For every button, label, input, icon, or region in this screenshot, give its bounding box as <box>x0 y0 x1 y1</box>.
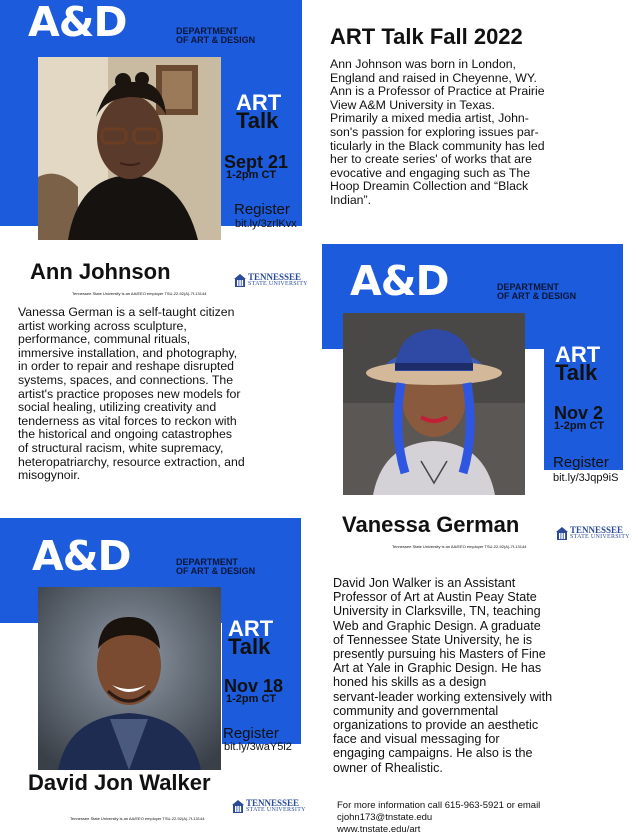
bio-line: England and raised in Cheyenne, WY. <box>330 70 537 85</box>
department-label <box>497 283 627 301</box>
portrait-image <box>38 587 221 770</box>
bio-line: social healing, utilizing creativity and <box>18 400 217 415</box>
bio-line: Professor of Art at Austin Peay State <box>333 590 537 605</box>
university-wordmark <box>248 274 308 288</box>
register-link[interactable]: bit.ly/3zrlKvx <box>235 218 297 230</box>
art-talk-label-2: Talk <box>555 360 598 385</box>
university-seal-icon <box>556 527 568 541</box>
portrait-image <box>343 313 525 495</box>
university-name: TENNESSEE <box>248 272 302 282</box>
bio-line: Hoop Dreamin Collection and “Black <box>330 179 529 194</box>
event-time: 1-2pm CT <box>554 420 605 432</box>
bio-line: performance, communal rituals, <box>18 332 191 347</box>
bio-line: systems, spaces, and connections. The <box>18 372 234 387</box>
art-talk-label-2: Talk <box>236 108 279 133</box>
speaker-name: Vanessa German <box>342 512 520 537</box>
art-talk-label: ART <box>236 90 282 115</box>
university-logo <box>234 274 308 288</box>
bio-line: Vanessa German is a self-taught citizen <box>18 305 235 319</box>
bio-david-jon-walker <box>333 576 633 775</box>
speaker-name: David Jon Walker <box>28 770 211 795</box>
bio-line: heteropatriarchy, resource extraction, and <box>18 454 245 469</box>
bio-line: misogynoir. <box>18 468 81 483</box>
bio-line: Web and Graphic Design. A graduate <box>333 618 541 633</box>
bio-line: presently pursuing his Masters of Fine <box>333 647 546 662</box>
bio-line: View A&M University in Texas. <box>330 97 495 112</box>
bio-line: Art at Yale in Graphic Design. He has <box>333 661 542 676</box>
speaker-name: Ann Johnson <box>30 259 171 284</box>
contact-footer <box>337 800 638 836</box>
dept-line-2: OF ART & DESIGN <box>176 35 256 45</box>
eeo-fine-print: Tennessee State University is an AA/EEO employer TSU-22-92(A)-7f-13144 <box>70 816 205 821</box>
register-label: Register <box>234 201 290 218</box>
page-title: ART Talk Fall 2022 <box>330 24 523 49</box>
bio-line: Indian”. <box>330 192 372 207</box>
brand-logo: A&D <box>350 257 449 305</box>
register-label: Register <box>553 454 609 471</box>
dept-line-1: DEPARTMENT <box>176 26 238 36</box>
bio-line: of structural racism, white supremacy, <box>18 440 224 455</box>
eeo-fine-print: Tennessee State University is an AA/EEO employer TSU-22-92(A)-7f-13144 <box>392 544 527 549</box>
register-link[interactable]: bit.ly/3waY5i2 <box>224 741 292 753</box>
bio-line: servant-leader working extensively with <box>333 689 553 704</box>
dept-line-2: OF ART & DESIGN <box>176 566 256 576</box>
dept-line-1: DEPARTMENT <box>176 557 238 567</box>
bio-line: community and governmental <box>333 703 499 718</box>
register-link[interactable]: bit.ly/3Jqp9iS <box>553 472 619 484</box>
bio-line: son's passion for exploring issues par- <box>330 124 539 139</box>
art-talk-label: ART <box>228 616 274 641</box>
bio-line: honed his skills as a design <box>333 675 487 690</box>
brand-logo: A&D <box>32 532 131 580</box>
university-name: TENNESSEE <box>246 798 300 808</box>
bio-line: University in Clarksville, TN, teaching <box>333 604 541 619</box>
university-name: TENNESSEE <box>570 525 624 535</box>
bio-line: David Jon Walker is an Assistant <box>333 576 516 590</box>
dept-line-2: OF ART & DESIGN <box>497 291 577 301</box>
bio-line: ticularly in the Black community has led <box>330 138 545 153</box>
art-talk-label: ART <box>555 342 601 367</box>
university-wordmark <box>246 800 306 814</box>
university-sub: STATE UNIVERSITY <box>248 281 308 287</box>
portrait-image <box>38 57 221 240</box>
brand-logo: A&D <box>28 0 127 46</box>
speaker-photo <box>343 313 525 495</box>
event-card-david-jon-walker <box>0 518 310 825</box>
dept-line-1: DEPARTMENT <box>497 282 559 292</box>
university-logo <box>232 800 306 814</box>
university-logo <box>556 527 630 541</box>
bio-line: Primarily a mixed media artist, John- <box>330 111 529 126</box>
website-link[interactable]: www.tnstate.edu/art <box>337 824 421 835</box>
bio-line: of Tennessee State University, he is <box>333 632 533 647</box>
contact-info[interactable]: For more information call 615-963-5921 or email cjohn173@tnstate.edu <box>337 800 541 823</box>
event-date: Nov 18 <box>224 676 284 696</box>
bio-line: artist's practice proposes new models for <box>18 386 241 401</box>
bio-line: her to create series' of works that are <box>330 152 532 167</box>
bio-line: immersive installation, and photography, <box>18 345 238 360</box>
university-seal-icon <box>234 274 246 288</box>
art-talk-label-2: Talk <box>228 634 271 659</box>
bio-line: organizations to provide an aesthetic <box>333 718 539 733</box>
bio-line: Ann is a Professor of Practice at Prairie <box>330 84 545 99</box>
bio-line: owner of Rhealistic. <box>333 760 443 775</box>
bio-line: evocative and engaging such as The <box>330 165 531 180</box>
eeo-fine-print: Tennessee State University is an AA/EEO employer TSU-22-92(A)-7f-13144 <box>72 291 207 296</box>
university-sub: STATE UNIVERSITY <box>246 807 306 813</box>
event-time: 1-2pm CT <box>226 169 277 181</box>
bio-line: engaging campaigns. He also is the <box>333 746 533 761</box>
bio-line: the historical and ongoing catastrophes <box>18 427 232 442</box>
bio-line: artist working across sculpture, <box>18 318 187 333</box>
bio-ann-johnson <box>330 58 630 208</box>
speaker-photo <box>38 587 221 770</box>
department-label <box>176 558 306 576</box>
university-wordmark <box>570 527 630 541</box>
department-label <box>176 27 306 45</box>
event-card-vanessa-german <box>322 244 638 550</box>
register-label: Register <box>223 725 279 742</box>
event-date: Sept 21 <box>224 152 289 172</box>
bio-line: tenderness as vital forces to reckon with <box>18 413 237 428</box>
bio-line: in order to repair and reshape disrupted <box>18 359 235 374</box>
event-time: 1-2pm CT <box>226 693 277 705</box>
university-seal-icon <box>232 800 244 814</box>
bio-line: face and visual messaging for <box>333 732 500 747</box>
event-date: Nov 2 <box>554 403 604 423</box>
bio-line: Ann Johnson was born in London, <box>330 57 516 71</box>
bio-vanessa-german <box>18 306 318 483</box>
event-card-ann-johnson <box>0 0 310 298</box>
university-sub: STATE UNIVERSITY <box>570 534 630 540</box>
speaker-photo <box>38 57 221 240</box>
